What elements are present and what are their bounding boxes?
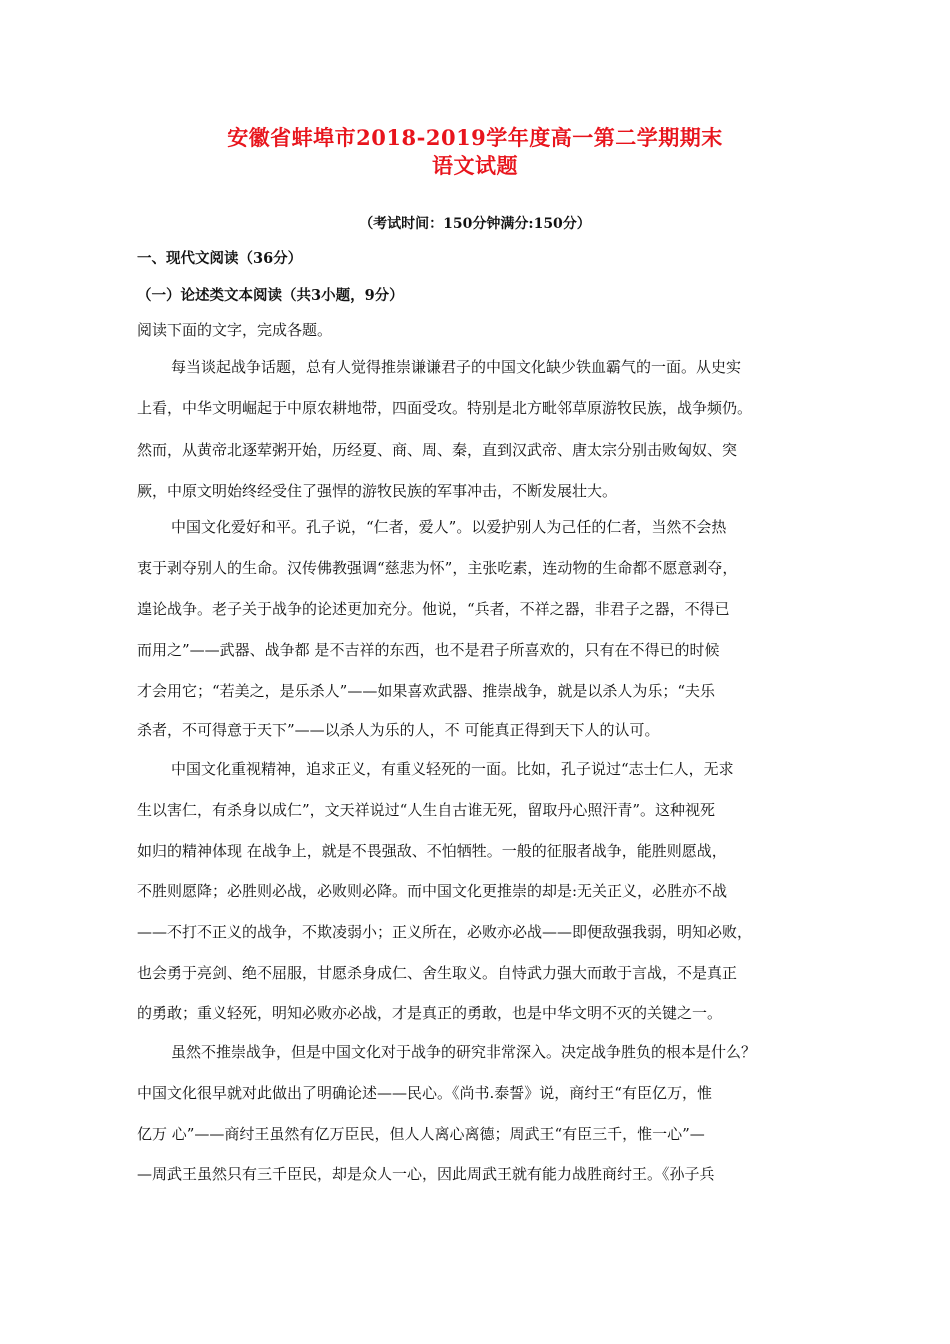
subsection-heading: （一）论述类文本阅读（共3小题，9分）	[137, 287, 404, 304]
instruction-text: 阅读下面的文字，完成各题。	[137, 321, 333, 339]
paragraph-line: 而用之”——武器、战争都 是不吉祥的东西，也不是君子所喜欢的，只有在不得已的时候	[137, 641, 720, 659]
paragraph-line: 如归的精神体现 在战争上，就是不畏强敌、不怕牺牲。一般的征服者战争，能胜则愿战，	[137, 842, 727, 860]
paragraph-line: 厥，中原文明始终经受住了强悍的游牧民族的军事冲击，不断发展壮大。	[137, 482, 618, 500]
paragraph-line: —周武王虽然只有三千臣民，却是众人一心，因此周武王就有能力战胜商纣王。《孙子兵	[137, 1165, 715, 1183]
paragraph-line: 遑论战争。老子关于战争的论述更加充分。他说，“兵者，不祥之器，非君子之器，不得已	[137, 600, 730, 618]
exam-info: （考试时间：150分钟满分:150分）	[359, 216, 591, 232]
paragraph-line: 上看，中华文明崛起于中原农耕地带，四面受攻。特别是北方毗邻草原游牧民族，战争频仍。	[137, 399, 753, 417]
paragraph-line: 中国文化爱好和平。孔子说，“仁者，爱人”。以爱护别人为己任的仁者，当然不会热	[171, 518, 727, 536]
paragraph-line: 中国文化很早就对此做出了明确论述——民心。《尚书.泰誓》说，商纣王“有臣亿万，惟	[137, 1084, 712, 1102]
paragraph-line: ——不打不正义的战争，不欺凌弱小；正义所在，必败亦必战——即便敌强我弱，明知必败，	[137, 923, 753, 941]
paragraph-line: 生以害仁，有杀身以成仁”，文天祥说过“人生自古谁无死，留取丹心照汗青”。这种视死	[137, 801, 716, 819]
document-title: 安徽省蚌埠市2018-2019学年度高一第二学期期末	[227, 125, 723, 150]
paragraph-line: 不胜则愿降；必胜则必战，必败则必降。而中国文化更推崇的却是:无关正义，必胜亦不战	[137, 882, 728, 900]
paragraph-line: 亿万 心”——商纣王虽然有亿万臣民，但人人离心离德；周武王“有臣三千，惟一心”—	[137, 1125, 705, 1143]
paragraph-line: 然而，从黄帝北逐荤粥开始，历经夏、商、周、秦，直到汉武帝、唐太宗分别击败匈奴、突	[137, 441, 738, 459]
paragraph-line: 中国文化重视精神，追求正义，有重义轻死的一面。比如，孔子说过“志士仁人，无求	[171, 760, 734, 778]
paragraph-line: 杀者，不可得意于天下”——以杀人为乐的人，不 可能真正得到天下人的认可。	[137, 721, 660, 739]
paragraph-line: 也会勇于亮剑、绝不屈服，甘愿杀身成仁、舍生取义。自恃武力强大而敢于言战，不是真正	[137, 964, 738, 982]
document-subtitle: 语文试题	[432, 153, 518, 178]
paragraph-line: 的勇敢；重义轻死，明知必败亦必战，才是真正的勇敢，也是中华文明不灭的关键之一。	[137, 1004, 723, 1022]
paragraph-line: 衷于剥夺别人的生命。汉传佛教强调“慈悲为怀”，主张吃素，连动物的生命都不愿意剥夺，	[137, 559, 738, 577]
section-heading: 一、现代文阅读（36分）	[137, 250, 303, 267]
paragraph-line: 才会用它；“若美之，是乐杀人”——如果喜欢武器、推崇战争，就是以杀人为乐；“夫乐	[137, 682, 716, 700]
paragraph-line: 每当谈起战争话题，总有人觉得推崇谦谦君子的中国文化缺少铁血霸气的一面。从史实	[171, 358, 742, 376]
paragraph-line: 虽然不推崇战争，但是中国文化对于战争的研究非常深入。决定战争胜负的根本是什么？	[171, 1043, 757, 1061]
